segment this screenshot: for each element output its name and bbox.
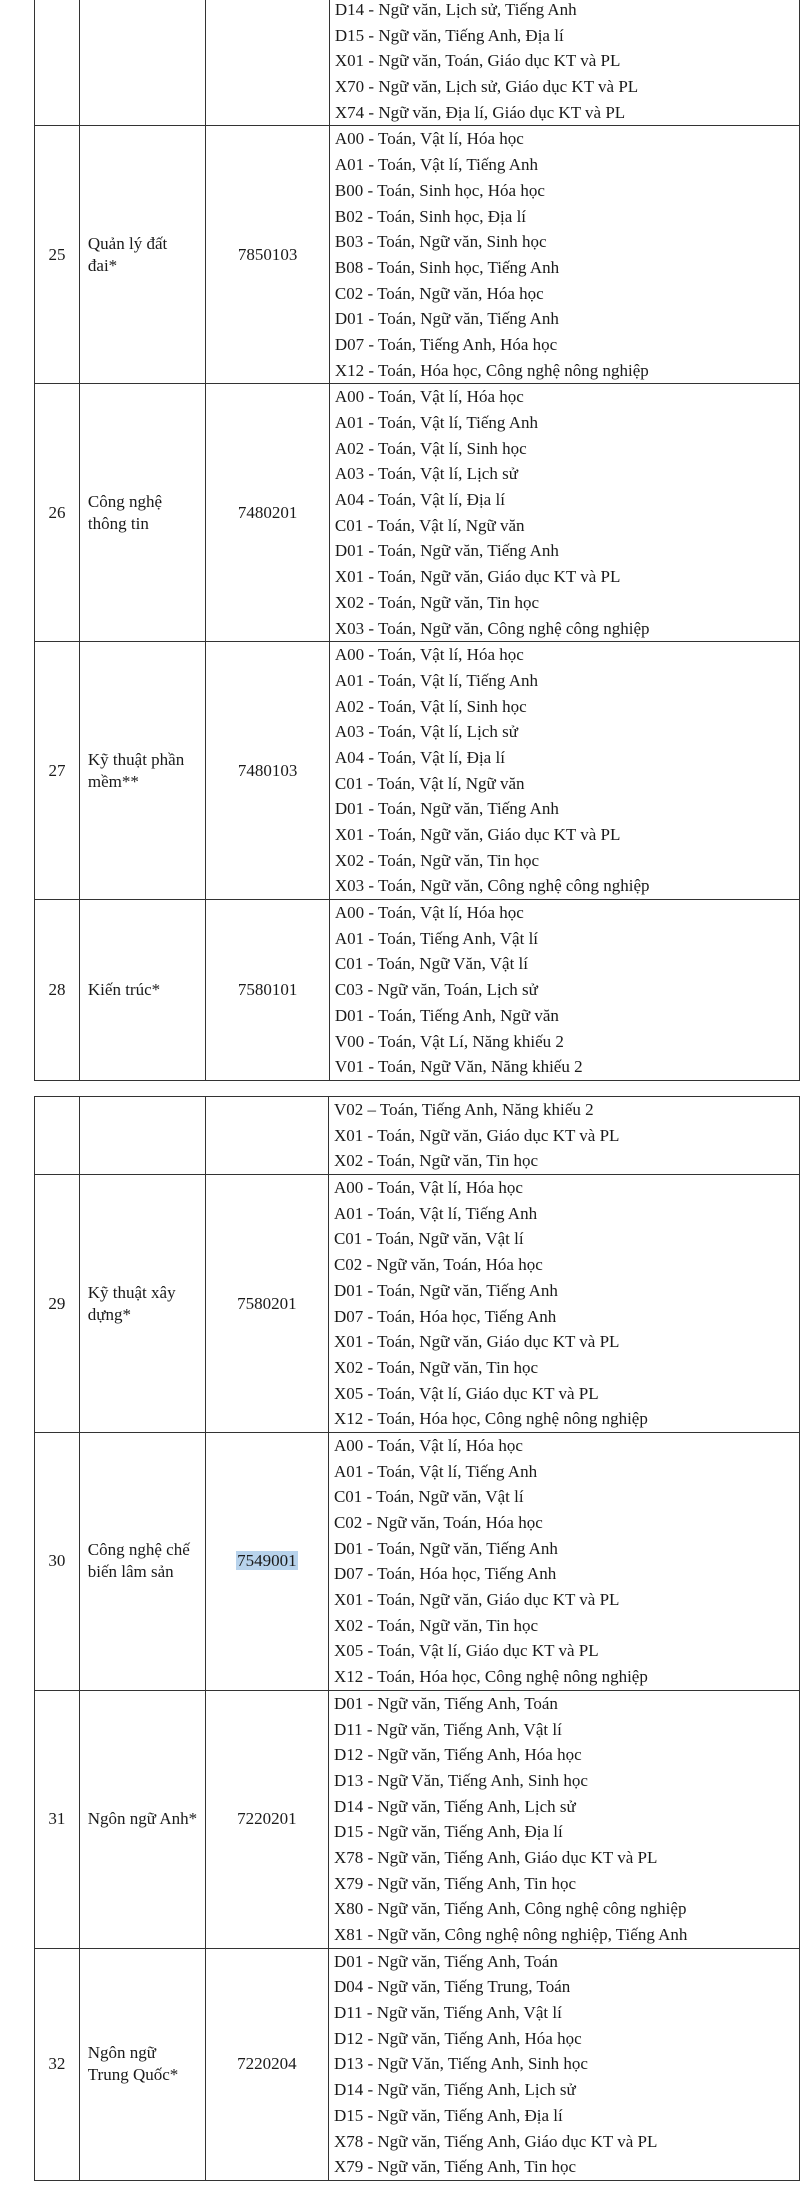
major-name: Quản lý đất đai*	[79, 126, 206, 384]
subject-combination: A00 - Toán, Vật lí, Hóa học	[334, 645, 524, 665]
table-row	[35, 900, 800, 1081]
major-name: Ngôn ngữ Trung Quốc*	[79, 1948, 205, 2180]
subject-combination: A01 - Toán, Vật lí, Tiếng Anh	[334, 155, 539, 175]
table-row	[35, 1948, 800, 2180]
major-code-cell	[206, 0, 329, 126]
subject-combination: C02 - Ngữ văn, Toán, Hóa học	[333, 1513, 543, 1532]
subject-combination: B08 - Toán, Sinh học, Tiếng Anh	[334, 257, 560, 277]
subject-combinations	[329, 126, 799, 384]
row-number: 27	[35, 642, 80, 900]
subject-combination: A01 - Toán, Vật lí, Tiếng Anh	[334, 413, 539, 432]
subject-combination: V02 – Toán, Tiếng Anh, Năng khiếu 2	[333, 1100, 594, 1119]
admission-table-top	[34, 0, 800, 1081]
subject-combination: X05 - Toán, Vật lí, Giáo dục KT và PL	[333, 1383, 599, 1403]
subject-combination: X02 - Toán, Ngữ văn, Tin học	[334, 850, 540, 870]
subject-combination: X78 - Ngữ văn, Tiếng Anh, Giáo dục KT và PL	[333, 1847, 658, 1867]
subject-combination: X01 - Toán, Ngữ văn, Giáo dục KT và PL	[333, 1590, 620, 1610]
table-row	[35, 1175, 800, 1433]
table-row	[35, 642, 800, 900]
major-code-cell	[205, 1432, 328, 1690]
major-code: 7580201	[237, 1293, 297, 1313]
major-code-cell	[206, 126, 329, 384]
subject-combination: V01 - Toán, Ngữ Văn, Năng khiếu 2	[334, 1057, 583, 1077]
row-number: 32	[35, 1948, 80, 2180]
subject-combination: B03 - Toán, Ngữ văn, Sinh học	[334, 232, 547, 252]
subject-combination: C03 - Ngữ văn, Toán, Lịch sử	[334, 980, 538, 1000]
subject-combination: D01 - Toán, Ngữ văn, Tiếng Anh	[334, 309, 559, 329]
subject-combination: A02 - Toán, Vật lí, Sinh học	[334, 438, 527, 458]
subject-combination: A04 - Toán, Vật lí, Địa lí	[334, 490, 505, 510]
subject-combination: X12 - Toán, Hóa học, Công nghệ nông nghiệp	[333, 1667, 648, 1687]
major-code-cell	[206, 900, 329, 1081]
subject-combination: X79 - Ngữ văn, Tiếng Anh, Tin học	[333, 2157, 576, 2177]
major-code: 7850103	[237, 244, 298, 264]
subject-combination: X74 - Ngữ văn, Địa lí, Giáo dục KT và PL	[334, 102, 626, 122]
major-code: 7220201	[237, 1809, 297, 1829]
subject-combination: X01 - Toán, Ngữ văn, Giáo dục KT và PL	[333, 1125, 620, 1145]
subject-combinations	[328, 1690, 799, 1948]
major-code: 7549001	[237, 1551, 297, 1571]
row-number	[35, 1097, 80, 1175]
subject-combination: X12 - Toán, Hóa học, Công nghệ nông nghiệp	[333, 1409, 648, 1429]
table-row	[35, 1690, 800, 1948]
major-code: 7580101	[237, 979, 298, 999]
subject-combination: X79 - Ngữ văn, Tiếng Anh, Tin học	[333, 1873, 576, 1893]
subject-combination: D07 - Toán, Hóa học, Tiếng Anh	[333, 1564, 557, 1584]
subject-combination: D12 - Ngữ văn, Tiếng Anh, Hóa học	[333, 1745, 582, 1765]
subject-combinations	[329, 384, 799, 642]
subject-combination: C01 - Toán, Vật lí, Ngữ văn	[334, 773, 525, 793]
subject-combination: X80 - Ngữ văn, Tiếng Anh, Công nghệ công nghiệp	[333, 1899, 687, 1919]
subject-combination: X12 - Toán, Hóa học, Công nghệ nông nghiệp	[334, 360, 649, 380]
row-number: 26	[35, 384, 80, 642]
subject-combinations	[329, 900, 799, 1081]
subject-combination: D11 - Ngữ văn, Tiếng Anh, Vật lí	[333, 2003, 562, 2023]
subject-combination: D04 - Ngữ văn, Tiếng Trung, Toán	[333, 1977, 571, 1997]
major-code: 7480103	[237, 760, 298, 780]
subject-combination: X02 - Toán, Ngữ văn, Tin học	[333, 1357, 539, 1377]
subject-combination: C02 - Ngữ văn, Toán, Hóa học	[333, 1255, 543, 1275]
table-body-bottom	[35, 1097, 800, 2181]
subject-combination: D01 - Toán, Ngữ văn, Tiếng Anh	[334, 541, 559, 561]
subject-combination: D01 - Ngữ văn, Tiếng Anh, Toán	[333, 1693, 558, 1713]
subject-combination: X02 - Toán, Ngữ văn, Tin học	[334, 592, 540, 612]
subject-combination: D01 - Toán, Ngữ văn, Tiếng Anh	[334, 799, 559, 819]
subject-combination: X01 - Toán, Ngữ văn, Giáo dục KT và PL	[333, 1332, 620, 1352]
subject-combination: X01 - Toán, Ngữ văn, Giáo dục KT và PL	[334, 825, 621, 844]
subject-combination: D01 - Toán, Ngữ văn, Tiếng Anh	[333, 1280, 558, 1300]
subject-combination: A01 - Toán, Vật lí, Tiếng Anh	[333, 1461, 538, 1481]
table-body-top	[35, 0, 800, 1080]
subject-combination: C01 - Toán, Ngữ văn, Vật lí	[333, 1229, 524, 1249]
major-code-cell	[205, 1690, 328, 1948]
subject-combination: X78 - Ngữ văn, Tiếng Anh, Giáo dục KT và PL	[333, 2131, 658, 2151]
subject-combination: D15 - Ngữ văn, Tiếng Anh, Địa lí	[333, 2105, 563, 2125]
major-name	[79, 1097, 205, 1175]
subject-combination: A00 - Toán, Vật lí, Hóa học	[333, 1178, 523, 1198]
subject-combination: D11 - Ngữ văn, Tiếng Anh, Vật lí	[333, 1719, 562, 1739]
subject-combination: X03 - Toán, Ngữ văn, Công nghệ công nghiệp	[334, 618, 650, 638]
major-name	[79, 0, 206, 126]
row-number: 29	[35, 1175, 80, 1433]
subject-combination: C01 - Toán, Ngữ văn, Vật lí	[333, 1487, 524, 1507]
subject-combination: D14 - Ngữ văn, Lịch sử, Tiếng Anh	[334, 0, 577, 19]
subject-combination: C01 - Toán, Vật lí, Ngữ văn	[334, 515, 525, 535]
subject-combination: C02 - Toán, Ngữ văn, Hóa học	[334, 283, 544, 303]
subject-combination: B02 - Toán, Sinh học, Địa lí	[334, 206, 527, 226]
subject-combination: D14 - Ngữ văn, Tiếng Anh, Lịch sử	[333, 1796, 576, 1816]
subject-combination: X03 - Toán, Ngữ văn, Công nghệ công nghiệp	[334, 876, 650, 896]
subject-combination: A00 - Toán, Vật lí, Hóa học	[334, 387, 524, 407]
subject-combinations	[328, 1948, 799, 2180]
table-row	[35, 126, 800, 384]
major-name: Kỹ thuật xây dựng*	[79, 1175, 205, 1433]
row-number: 30	[35, 1432, 80, 1690]
subject-combination: A03 - Toán, Vật lí, Lịch sử	[334, 722, 518, 742]
subject-combinations	[329, 642, 799, 900]
subject-combination: A04 - Toán, Vật lí, Địa lí	[334, 747, 505, 767]
major-name: Công nghệ chế biến lâm sản	[79, 1432, 205, 1690]
subject-combination: D07 - Toán, Tiếng Anh, Hóa học	[334, 334, 558, 354]
subject-combination: A02 - Toán, Vật lí, Sinh học	[334, 696, 527, 716]
subject-combination: D01 - Ngữ văn, Tiếng Anh, Toán	[333, 1951, 558, 1971]
subject-combination: X01 - Ngữ văn, Toán, Giáo dục KT và PL	[334, 51, 621, 71]
subject-combination: A01 - Toán, Vật lí, Tiếng Anh	[333, 1203, 538, 1223]
subject-combinations	[328, 1097, 799, 1175]
major-name: Công nghệ thông tin	[79, 384, 206, 642]
subject-combination: X70 - Ngữ văn, Lịch sử, Giáo dục KT và PL	[334, 77, 639, 97]
subject-combination: X02 - Toán, Ngữ văn, Tin học	[333, 1615, 539, 1635]
subject-combination: X81 - Ngữ văn, Công nghệ nông nghiệp, Tiếng Anh	[333, 1925, 688, 1944]
subject-combination: A00 - Toán, Vật lí, Hóa học	[334, 129, 524, 149]
row-number: 28	[35, 900, 80, 1081]
major-name: Kiến trúc*	[79, 900, 206, 1081]
subject-combination: D13 - Ngữ Văn, Tiếng Anh, Sinh học	[333, 2054, 588, 2074]
subject-combination: A00 - Toán, Vật lí, Hóa học	[334, 903, 524, 923]
subject-combination: D13 - Ngữ Văn, Tiếng Anh, Sinh học	[333, 1770, 588, 1790]
subject-combination: D15 - Ngữ văn, Tiếng Anh, Địa lí	[334, 25, 564, 45]
table-row	[35, 384, 800, 642]
major-code: 7480201	[237, 502, 298, 522]
subject-combination: X01 - Toán, Ngữ văn, Giáo dục KT và PL	[334, 567, 621, 587]
major-name: Ngôn ngữ Anh*	[79, 1690, 205, 1948]
subject-combination: D14 - Ngữ văn, Tiếng Anh, Lịch sử	[333, 2080, 576, 2100]
row-number: 25	[35, 126, 80, 384]
subject-combination: V00 - Toán, Vật Lí, Năng khiếu 2	[334, 1031, 564, 1051]
major-name: Kỹ thuật phần mềm**	[79, 642, 206, 900]
subject-combinations	[328, 1175, 799, 1433]
major-code-cell	[205, 1097, 328, 1175]
subject-combination: C01 - Toán, Ngữ Văn, Vật lí	[334, 954, 529, 974]
subject-combination: A00 - Toán, Vật lí, Hóa học	[333, 1435, 523, 1455]
major-code-cell	[205, 1948, 328, 2180]
subject-combinations	[329, 0, 799, 126]
subject-combination: A01 - Toán, Vật lí, Tiếng Anh	[334, 670, 539, 690]
subject-combination: B00 - Toán, Sinh học, Hóa học	[334, 180, 545, 200]
subject-combination: D15 - Ngữ văn, Tiếng Anh, Địa lí	[333, 1822, 563, 1842]
subject-combination: D01 - Toán, Ngữ văn, Tiếng Anh	[333, 1538, 558, 1558]
subject-combination: A01 - Toán, Tiếng Anh, Vật lí	[334, 928, 539, 948]
subject-combination: D07 - Toán, Hóa học, Tiếng Anh	[333, 1306, 557, 1326]
subject-combination: A03 - Toán, Vật lí, Lịch sử	[334, 464, 518, 484]
admission-table-bottom	[34, 1096, 800, 2181]
major-code-cell	[206, 384, 329, 642]
major-code-cell	[205, 1175, 328, 1433]
subject-combination: X05 - Toán, Vật lí, Giáo dục KT và PL	[333, 1641, 599, 1661]
row-number: 31	[35, 1690, 80, 1948]
major-code: 7220204	[237, 2054, 297, 2074]
row-number	[35, 0, 80, 126]
subject-combination: D12 - Ngữ văn, Tiếng Anh, Hóa học	[333, 2028, 582, 2048]
subject-combinations	[328, 1432, 799, 1690]
major-code-cell	[206, 642, 329, 900]
table-row	[35, 1432, 800, 1690]
subject-combination: X02 - Toán, Ngữ văn, Tin học	[333, 1151, 539, 1171]
subject-combination: D01 - Toán, Tiếng Anh, Ngữ văn	[334, 1005, 559, 1025]
table-row	[35, 0, 800, 126]
table-row	[35, 1097, 800, 1175]
